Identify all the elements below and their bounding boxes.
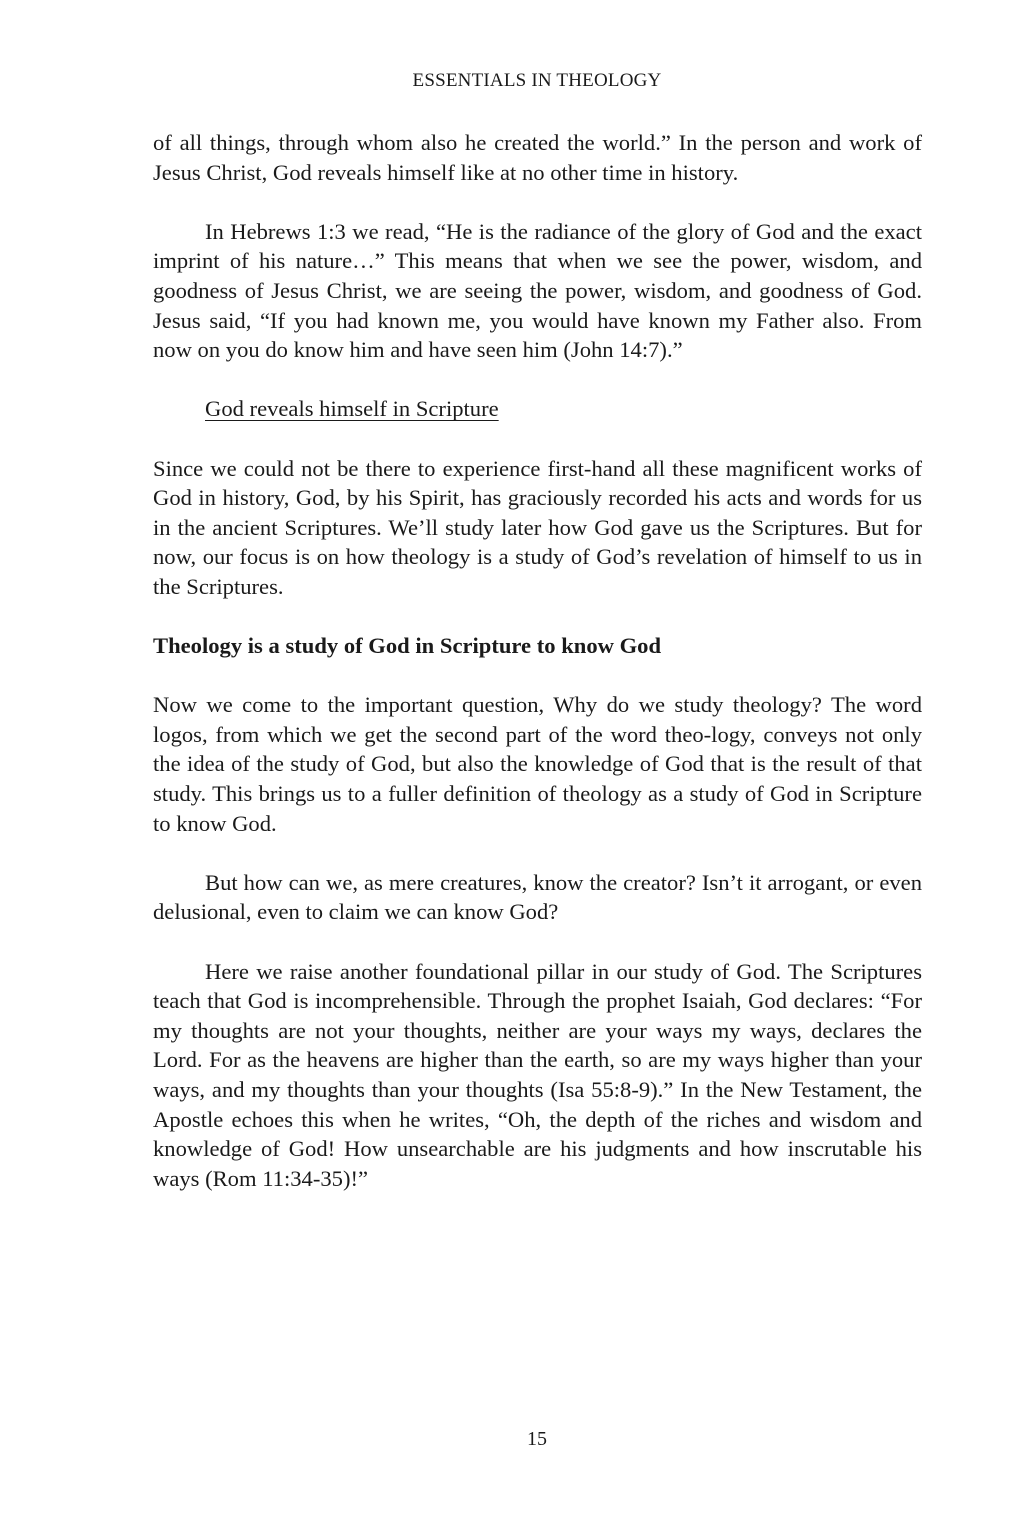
section-heading: Theology is a study of God in Scripture to know God: [153, 633, 662, 659]
page-number: 15: [527, 1428, 547, 1450]
paragraph-hebrews: In Hebrews 1:3 we read, “He is the radiance of the glory of God and the exact imprint of his nature…” This means that when we see the power, wisdom, and goodness of Jesus Christ, we are seeing the power, wisdom, and goodness of God. Jesus said, “If you had known me, you would have known my Father also. From now on you do know him and have seen him (John 14:7).”: [153, 218, 922, 363]
paragraph-why-study: Now we come to the important question, Why do we study theology? The word logos, from which we get the second part of the word theo-logy, conveys not only the idea of the study of God, but also the knowledge of God that is the result of that study. This brings us to a fuller definition of theology as a study of God in Scripture to know God.: [153, 692, 922, 836]
paragraph-continuation: of all things, through whom also he created the world.” In the person and work of Jesus Christ, God reveals himself like at no other time in history.: [153, 130, 922, 185]
paragraph-know-creator: But how can we, as mere creatures, know the creator? Isn’t it arrogant, or even delusional, even to claim we can know God?: [153, 869, 922, 925]
paragraph-incomprehensible: Here we raise another foundational pillar in our study of God. The Scriptures teach that God is incomprehensible. Through the prophet Isaiah, God declares: “For my thoughts are not your thoughts, neither are your ways my ways, declares the Lord. For as the heavens are higher than the earth, so are my ways higher than your ways, and my thoughts than your thoughts (Isa 55:8-9).” In the New Testament, the Apostle echoes this when he writes, “Oh, the depth of the riches and wisdom and knowledge of God! How unsearchable are his judgments and how inscrutable his ways (Rom 11:34-35)!”: [153, 958, 922, 1191]
subheading-scripture: God reveals himself in Scripture: [205, 396, 499, 422]
page-body: [153, 128, 922, 1223]
running-header: ESSENTIALS IN THEOLOGY: [412, 70, 662, 91]
paragraph-scriptures-record: Since we could not be there to experience first-hand all these magnificent works of God in history, God, by his Spirit, has graciously recorded his acts and words for us in the ancient Scriptures. We’ll study later how God gave us the Scriptures. But for now, our focus is on how theology is a study of God’s revelation of himself to us in the Scriptures.: [153, 455, 922, 599]
